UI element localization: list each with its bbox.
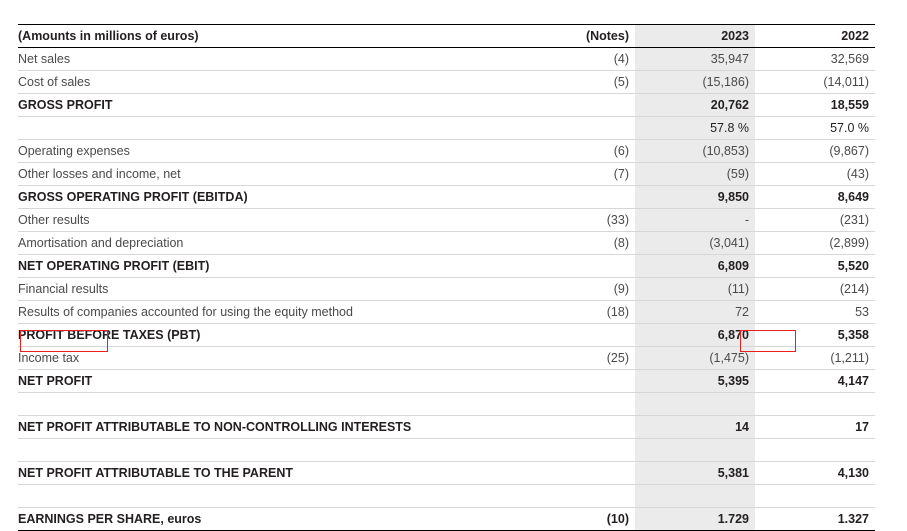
row-value-2022: 17: [755, 416, 875, 439]
header-amounts-label: (Amounts in millions of euros): [18, 25, 539, 48]
row-notes: (5): [539, 71, 635, 94]
header-year-2022: 2022: [755, 25, 875, 48]
row-value-2022: 57.0 %: [755, 117, 875, 140]
row-value-2022: [755, 393, 875, 416]
row-value-2023: [635, 393, 755, 416]
table-row-income-tax: [18, 347, 875, 370]
row-value-2023-income-tax: (1,475): [635, 347, 755, 370]
row-value-2022: (43): [755, 163, 875, 186]
row-value-2023: (11): [635, 278, 755, 301]
header-notes-label: (Notes): [539, 25, 635, 48]
table-row: [18, 416, 875, 439]
table-row: [18, 232, 875, 255]
row-value-2023: 20,762: [635, 94, 755, 117]
row-value-2022: 5,520: [755, 255, 875, 278]
row-value-2023: [635, 485, 755, 508]
table-row-margin-percent: [18, 117, 875, 140]
row-value-2022: 5,358: [755, 324, 875, 347]
table-spacer-row: [18, 393, 875, 416]
table-body: [18, 48, 875, 531]
table-row: [18, 163, 875, 186]
row-value-2022: 8,649: [755, 186, 875, 209]
table-row: [18, 301, 875, 324]
row-value-2023: 57.8 %: [635, 117, 755, 140]
row-notes: (33): [539, 209, 635, 232]
row-notes: [539, 255, 635, 278]
row-notes: [539, 393, 635, 416]
table-row: [18, 278, 875, 301]
row-label: GROSS OPERATING PROFIT (EBITDA): [18, 186, 539, 209]
row-notes: [539, 485, 635, 508]
row-value-2022: 1.327: [755, 508, 875, 531]
row-value-2023: 14: [635, 416, 755, 439]
row-value-2023: 1.729: [635, 508, 755, 531]
row-notes: (18): [539, 301, 635, 324]
row-label: NET OPERATING PROFIT (EBIT): [18, 255, 539, 278]
row-notes: (7): [539, 163, 635, 186]
row-label: [18, 393, 539, 416]
table-row: [18, 140, 875, 163]
row-notes: (8): [539, 232, 635, 255]
table-spacer-row: [18, 485, 875, 508]
row-value-2022: (214): [755, 278, 875, 301]
row-notes: (10): [539, 508, 635, 531]
table-row: [18, 255, 875, 278]
row-notes: [539, 117, 635, 140]
row-notes: (6): [539, 140, 635, 163]
row-value-2022: [755, 439, 875, 462]
table-spacer-row: [18, 439, 875, 462]
table-row: [18, 71, 875, 94]
table-row: [18, 324, 875, 347]
row-value-2022: 18,559: [755, 94, 875, 117]
row-value-2022: 4,147: [755, 370, 875, 393]
table-row: [18, 209, 875, 232]
row-label: [18, 485, 539, 508]
row-notes: [539, 94, 635, 117]
row-label: GROSS PROFIT: [18, 94, 539, 117]
row-notes: [539, 416, 635, 439]
row-label: EARNINGS PER SHARE, euros: [18, 508, 539, 531]
row-value-2023: -: [635, 209, 755, 232]
row-value-2023: 9,850: [635, 186, 755, 209]
header-year-2023: 2023: [635, 25, 755, 48]
row-value-2023: 72: [635, 301, 755, 324]
row-label: Other results: [18, 209, 539, 232]
table-row: [18, 94, 875, 117]
row-value-2023: 6,809: [635, 255, 755, 278]
table-row: [18, 462, 875, 485]
row-value-2022: 4,130: [755, 462, 875, 485]
row-notes: (9): [539, 278, 635, 301]
row-label-income-tax: Income tax: [18, 347, 539, 370]
row-value-2022: 53: [755, 301, 875, 324]
row-notes: [539, 186, 635, 209]
row-label: Amortisation and depreciation: [18, 232, 539, 255]
row-label: Results of companies accounted for using the equity method: [18, 301, 539, 324]
row-notes: (4): [539, 48, 635, 71]
row-value-2023: (59): [635, 163, 755, 186]
row-value-2022: (9,867): [755, 140, 875, 163]
table-row: [18, 508, 875, 531]
row-label: Operating expenses: [18, 140, 539, 163]
row-value-2022: 32,569: [755, 48, 875, 71]
row-label: Other losses and income, net: [18, 163, 539, 186]
row-value-2023: 5,395: [635, 370, 755, 393]
table-row: [18, 186, 875, 209]
row-value-2023: (15,186): [635, 71, 755, 94]
row-label: Cost of sales: [18, 71, 539, 94]
row-label: PROFIT BEFORE TAXES (PBT): [18, 324, 539, 347]
row-notes: [539, 324, 635, 347]
row-notes: [539, 462, 635, 485]
row-notes: (25): [539, 347, 635, 370]
row-notes: [539, 370, 635, 393]
row-value-2023: (10,853): [635, 140, 755, 163]
row-label: [18, 117, 539, 140]
table-row: [18, 370, 875, 393]
income-statement-table: [18, 24, 875, 531]
row-label: NET PROFIT ATTRIBUTABLE TO NON-CONTROLLING INTERESTS: [18, 416, 539, 439]
row-label: [18, 439, 539, 462]
row-value-2023: 35,947: [635, 48, 755, 71]
table-header-row: [18, 25, 875, 48]
row-value-2023: (3,041): [635, 232, 755, 255]
row-label: NET PROFIT: [18, 370, 539, 393]
row-value-2023: [635, 439, 755, 462]
row-value-2023: 6,870: [635, 324, 755, 347]
row-value-2022: (1,211): [755, 347, 875, 370]
table-row: [18, 48, 875, 71]
row-label: NET PROFIT ATTRIBUTABLE TO THE PARENT: [18, 462, 539, 485]
row-label: Financial results: [18, 278, 539, 301]
row-value-2023: 5,381: [635, 462, 755, 485]
row-value-2022: (2,899): [755, 232, 875, 255]
row-value-2022: (14,011): [755, 71, 875, 94]
row-value-2022: (231): [755, 209, 875, 232]
row-label: Net sales: [18, 48, 539, 71]
row-notes: [539, 439, 635, 462]
row-value-2022: [755, 485, 875, 508]
